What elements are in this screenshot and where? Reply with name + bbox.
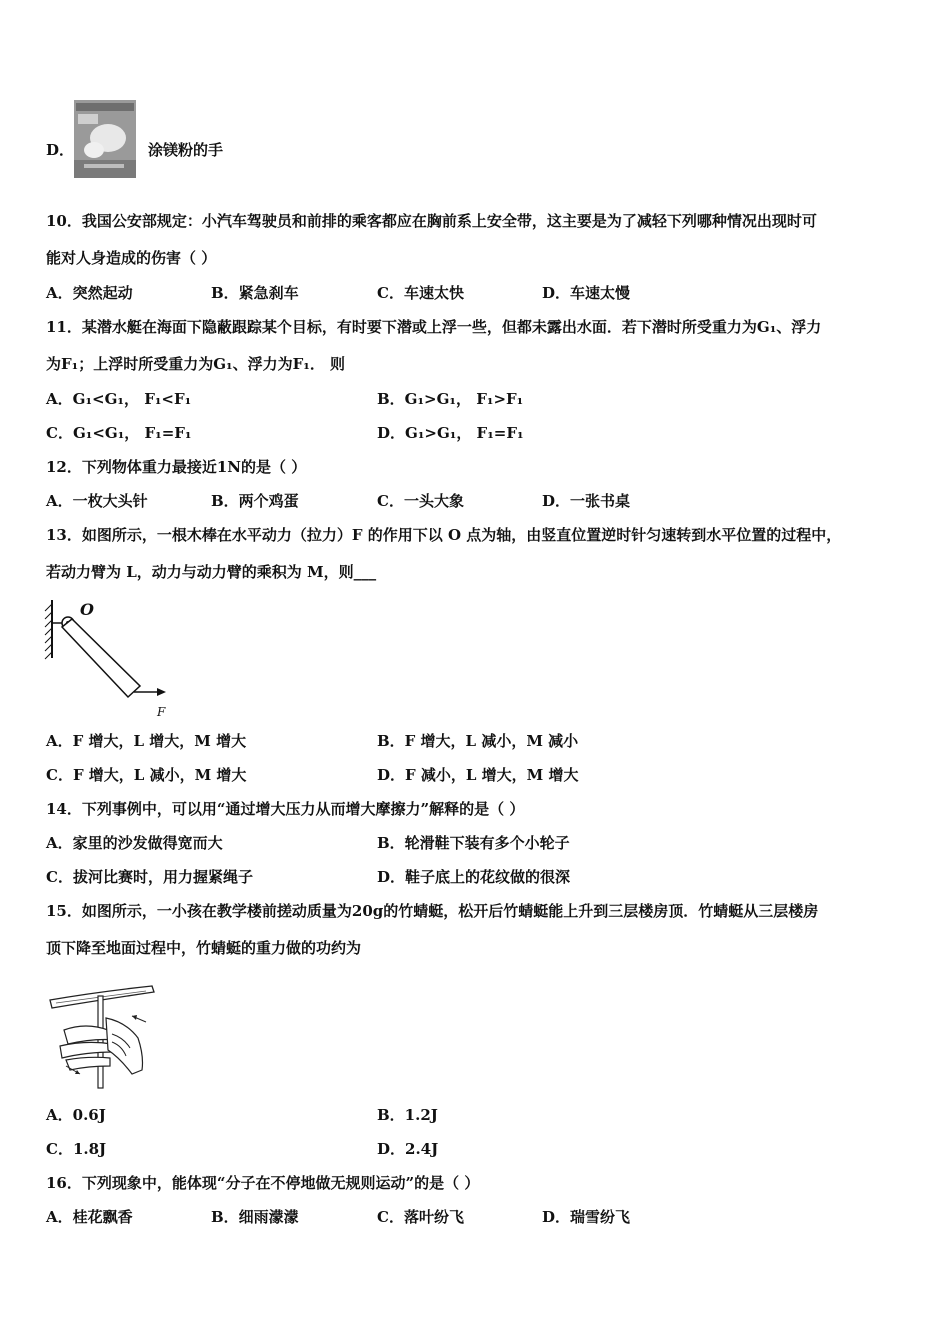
q16-option-d: D．瑞雪纷飞	[542, 1208, 631, 1226]
q15-option-c: C．1.8J	[46, 1140, 107, 1158]
bamboo-dragonfly-drawing	[46, 978, 158, 1090]
q13-stem-line1: 13．如图所示，一根木棒在水平动力（拉力）F 的作用下以 O 点为轴，由竖直位置逆时针匀速转到水平位置的过程中，	[46, 526, 842, 544]
q13-option-a: A．F 增大，L 增大，M 增大	[46, 732, 247, 750]
q11-stem-line2: 为F₁；上浮时所受重力为G₁、浮力为F₁． 则	[46, 355, 346, 373]
q11-option-c: C．G₁<G₁， F₁=F₁	[46, 424, 192, 442]
lever-label-f: F	[157, 705, 166, 719]
q9-option-d-letter: D．	[46, 141, 75, 159]
q13-option-c: C．F 增大，L 减小，M 增大	[46, 766, 247, 784]
q10-option-d: D．车速太慢	[542, 284, 631, 302]
q13-option-b: B．F 增大，L 减小，M 减小	[377, 732, 579, 750]
q9-option-d-text: 涂镁粉的手	[148, 141, 224, 159]
q10-option-b: B．紧急刹车	[211, 284, 299, 302]
q15-option-d: D．2.4J	[377, 1140, 439, 1158]
q13-stem-line2: 若动力臂为 L，动力与动力臂的乘积为 M，则___	[46, 563, 377, 581]
magnesium-hand-photo	[74, 100, 136, 178]
q15-stem-line1: 15．如图所示，一小孩在教学楼前搓动质量为20g的竹蜻蜓，松开后竹蜻蜓能上升到三层楼房顶．竹蜻蜓从三层楼房	[46, 902, 819, 920]
q10-option-c: C．车速太快	[377, 284, 464, 302]
q16-option-a: A．桂花飘香	[46, 1208, 133, 1226]
q16-option-c: C．落叶纷飞	[377, 1208, 464, 1226]
q11-option-d: D．G₁>G₁， F₁=F₁	[377, 424, 524, 442]
q11-option-a: A．G₁<G₁， F₁<F₁	[46, 390, 192, 408]
lever-diagram	[40, 596, 175, 721]
q10-stem-line1: 10．我国公安部规定：小汽车驾驶员和前排的乘客都应在胸前系上安全带，这主要是为了减轻下列哪种情况出现时可	[46, 212, 817, 230]
q14-stem: 14．下列事例中，可以用“通过增大压力从而增大摩擦力”解释的是（ ）	[46, 800, 525, 818]
q12-option-b: B．两个鸡蛋	[211, 492, 299, 510]
q16-option-b: B．细雨濛濛	[211, 1208, 299, 1226]
q12-option-a: A．一枚大头针	[46, 492, 148, 510]
q10-option-a: A．突然起动	[46, 284, 133, 302]
q12-option-d: D．一张书桌	[542, 492, 631, 510]
q15-stem-line2: 顶下降至地面过程中，竹蜻蜓的重力做的功约为	[46, 939, 362, 957]
q14-option-a: A．家里的沙发做得宽而大	[46, 834, 223, 852]
q14-option-d: D．鞋子底上的花纹做的很深	[377, 868, 571, 886]
q15-option-b: B．1.2J	[377, 1106, 438, 1124]
q15-option-a: A．0.6J	[46, 1106, 106, 1124]
q14-option-c: C．拔河比赛时，用力握紧绳子	[46, 868, 253, 886]
lever-label-o: O	[80, 600, 94, 619]
q12-option-c: C．一头大象	[377, 492, 464, 510]
q11-stem-line1: 11．某潜水艇在海面下隐蔽跟踪某个目标，有时要下潜或上浮一些，但都未露出水面．若下潜时所受重力为G₁、浮力	[46, 318, 822, 336]
q12-stem: 12．下列物体重力最接近1N的是（ ）	[46, 458, 307, 476]
q13-option-d: D．F 减小，L 增大，M 增大	[377, 766, 579, 784]
q14-option-b: B．轮滑鞋下装有多个小轮子	[377, 834, 570, 852]
q16-stem: 16．下列现象中，能体现“分子在不停地做无规则运动”的是（ ）	[46, 1174, 480, 1192]
q10-stem-line2: 能对人身造成的伤害（ ）	[46, 249, 217, 267]
q11-option-b: B．G₁>G₁， F₁>F₁	[377, 390, 524, 408]
